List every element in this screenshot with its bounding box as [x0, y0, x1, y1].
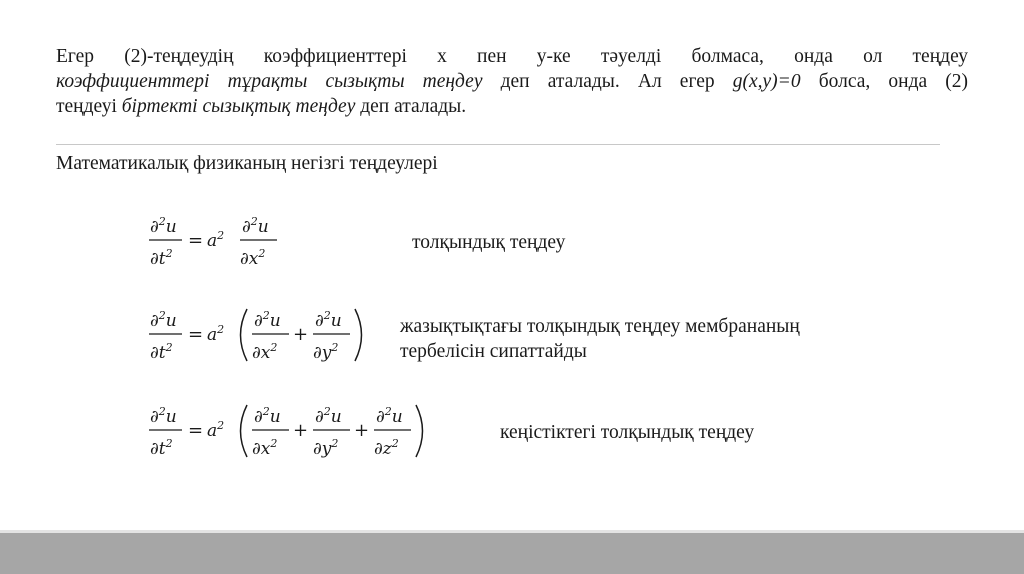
condition-formula: g(x,y)=0 — [732, 71, 801, 92]
svg-text:a2: $a^2$ — [207, 323, 225, 345]
svg-text:∂2u: ∂$^2$u — [150, 215, 177, 237]
svg-text:=: = — [188, 324, 204, 345]
svg-text:∂y2: $\partial y^2$ — [313, 341, 339, 363]
wave-equation-3d — [148, 400, 433, 462]
intro-line-2 — [56, 69, 968, 94]
svg-text:∂y2: $\partial y^2$ — [313, 437, 339, 459]
svg-text:∂2u: ∂$^2$u — [315, 405, 342, 427]
svg-text:+: + — [354, 420, 370, 441]
svg-text:∂z2: $\partial z^2$ — [374, 437, 399, 459]
intro-line-1: Егер (2)-теңдеудің коэффициенттері x пен y-ке тәуелді болмаса, онда ол теңдеу — [56, 46, 968, 67]
footer-strip — [0, 530, 1024, 533]
svg-text:+: + — [293, 324, 309, 345]
divider — [56, 144, 940, 145]
equation-1-description: толқындық теңдеу — [412, 232, 566, 253]
svg-text:=: = — [188, 230, 204, 251]
intro-text: теңдеуі — [56, 96, 122, 117]
definition-homogeneous: біртекті сызықтық теңдеу — [121, 96, 356, 117]
svg-text:∂t2: $\partial t^2$ — [150, 247, 173, 269]
svg-text:∂t2: $\partial t^2$ — [150, 341, 173, 363]
svg-text:a2: $a^2$ — [207, 229, 225, 251]
svg-text:∂2u: ∂$^2$u — [150, 405, 177, 427]
intro-paragraph — [56, 44, 968, 119]
equation-3-description: кеңістіктегі толқындық теңдеу — [500, 422, 755, 443]
intro-text: болса, онда (2) — [800, 71, 968, 92]
intro-line-3 — [56, 94, 968, 119]
svg-text:∂x2: $\partial x^2$ — [240, 247, 266, 269]
svg-text:∂2u: ∂$^2$u — [376, 405, 403, 427]
svg-text:+: + — [293, 420, 309, 441]
section-heading: Математикалық физиканың негізгі теңдеулері — [56, 153, 438, 174]
equation-2-description — [400, 314, 800, 364]
wave-equation-2d — [148, 304, 368, 366]
svg-text:∂2u: ∂$^2$u — [150, 309, 177, 331]
svg-text:∂x2: $\partial x^2$ — [252, 341, 278, 363]
definition-constant-coefficient: коэффициенттері тұрақты сызықты теңдеу — [56, 71, 483, 92]
equation-2-description-line-2: тербелісін сипаттайды — [400, 341, 587, 362]
equation-2-description-line-1: жазықтықтағы толқындық теңдеу мембрананың — [400, 316, 800, 337]
svg-text:=: = — [188, 420, 204, 441]
intro-text: деп аталады. Ал егер — [482, 71, 733, 92]
svg-text:∂2u: ∂$^2$u — [254, 309, 281, 331]
svg-text:∂2u: ∂$^2$u — [315, 309, 342, 331]
svg-text:∂x2: $\partial x^2$ — [252, 437, 278, 459]
wave-equation-1d — [148, 210, 288, 272]
svg-text:∂t2: $\partial t^2$ — [150, 437, 173, 459]
svg-text:a2: $a^2$ — [207, 419, 225, 441]
intro-text: деп аталады. — [355, 96, 467, 117]
svg-text:∂2u: ∂$^2$u — [242, 215, 269, 237]
slide-footer-bar — [0, 530, 1024, 574]
svg-text:∂2u: ∂$^2$u — [254, 405, 281, 427]
